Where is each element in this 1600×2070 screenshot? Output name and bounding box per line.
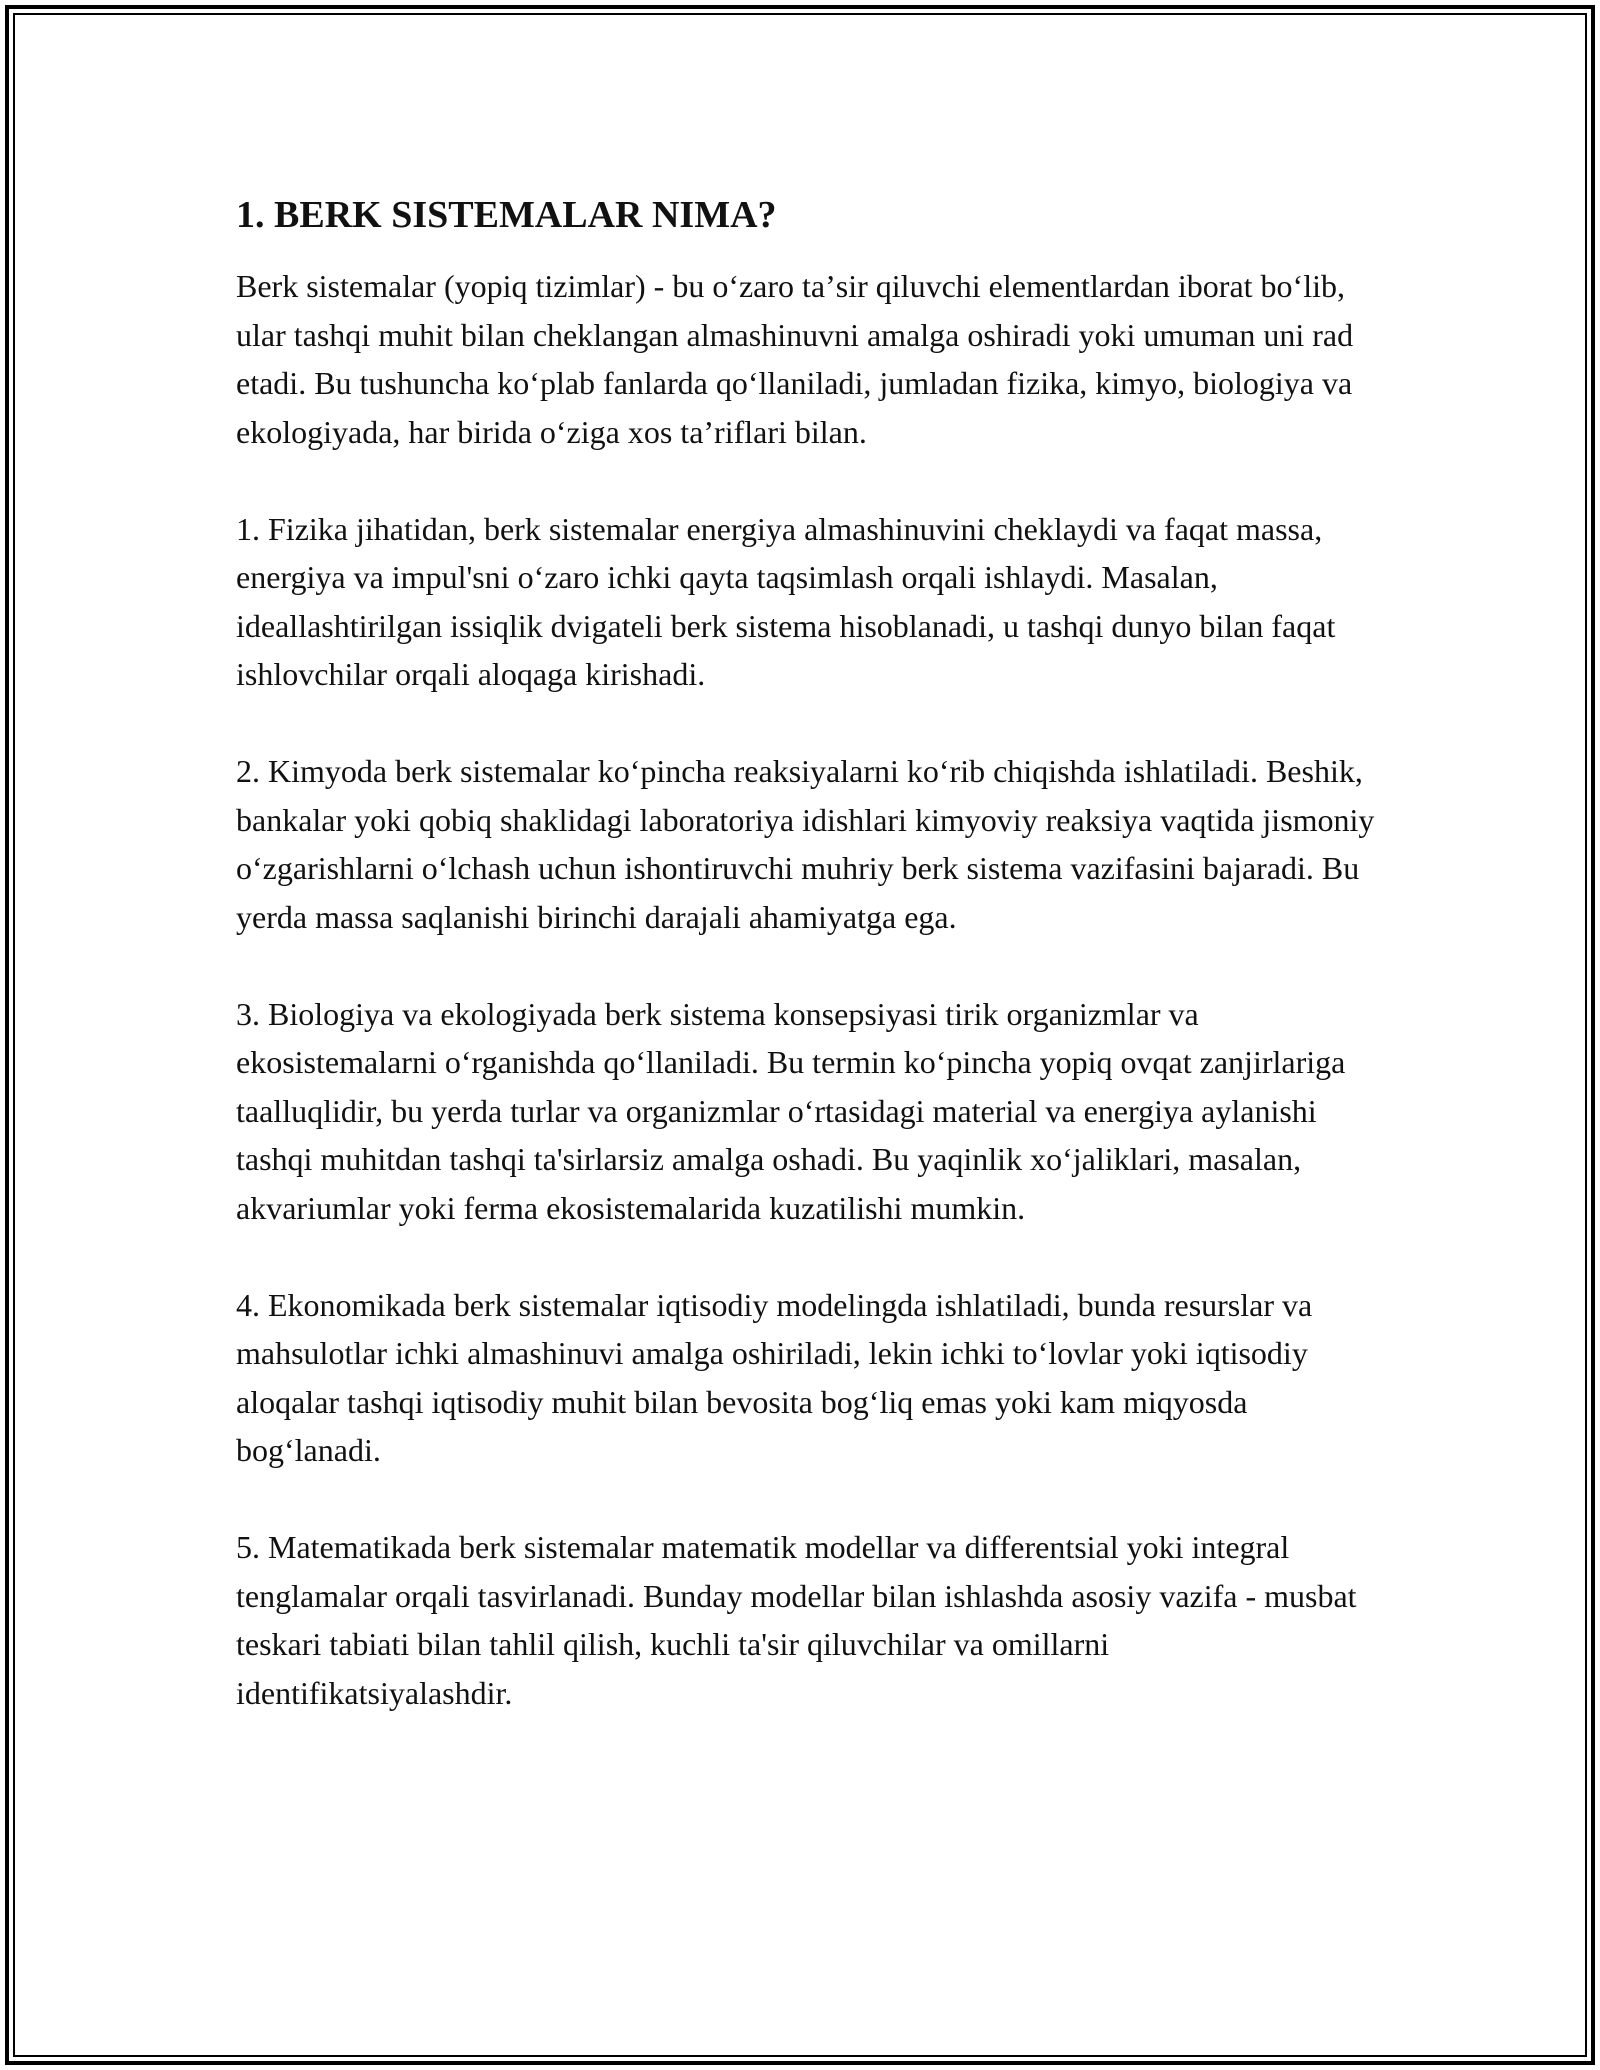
- document-body: [236, 186, 1376, 1717]
- list-item-economics: 4. Ekonomikada berk sistemalar iqtisodiy modelingda ishlatiladi, bunda resurslar va mahsulotlar ichki almashinuvi amalga oshiriladi, lekin ichki toʻlovlar yoki iqtisodiy aloqalar tashqi iqtisodiy muhit bilan bevosita bogʻliq emas yoki kam miqyosda bogʻlanadi.: [236, 1286, 1313, 1468]
- list-item-physics: 1. Fizika jihatidan, berk sistemalar energiya almashinuvini cheklaydi va faqat massa, energiya va impul'sni oʻzaro ichki qayta taqsimlash orqali ishlaydi. Masalan, ideallashtirilgan issiqlik dvigateli berk sistema hisoblanadi, u tashqi dunyo bilan faqat ishlovchilar orqali aloqaga kirishadi.: [236, 510, 1336, 692]
- list-item-mathematics: 5. Matematikada berk sistemalar matematik modellar va differentsial yoki integral tenglamalar orqali tasvirlanadi. Bunday modellar bilan ishlashda asosiy vazifa - musbat teskari tabiati bilan tahlil qilish, kuchli ta'sir qiluvchilar va omillarni identifikatsiyalashdir.: [236, 1529, 1357, 1711]
- document-heading: 1. BERK SISTEMALAR NIMA?: [236, 194, 777, 236]
- list-item-biology: 3. Biologiya va ekologiyada berk sistema konsepsiyasi tirik organizmlar va ekosistemalarni oʻrganishda qoʻllaniladi. Bu termin koʻpincha yopiq ovqat zanjirlariga taalluqlidir, bu yerda turlar va organizmlar oʻrtasidagi material va energiya aylanishi tashqi muhitdan tashqi ta'sirlarsiz amalga oshadi. Bu yaqinlik xoʻjaliklari, masalan, akvariumlar yoki ferma ekosistemalarida kuzatilishi mumkin.: [236, 995, 1346, 1226]
- list-item-chemistry: 2. Kimyoda berk sistemalar koʻpincha reaksiyalarni koʻrib chiqishda ishlatiladi. Beshik, bankalar yoki qobiq shaklidagi laboratoriya idishlari kimyoviy reaksiya vaqtida jismoniy oʻzgarishlarni oʻlchash uchun ishontiruvchi muhriy berk sistema vazifasini bajaradi. Bu yerda massa saqlanishi birinchi darajali ahamiyatga ega.: [236, 753, 1375, 935]
- intro-paragraph: Berk sistemalar (yopiq tizimlar) - bu oʻzaro taʼsir qiluvchi elementlardan iborat boʻlib, ular tashqi muhit bilan cheklangan almashinuvni amalga oshiradi yoki umuman uni rad etadi. Bu tushuncha koʻplab fanlarda qoʻllaniladi, jumladan fizika, kimyo, biologiya va ekologiyada, har birida oʻziga xos taʼriflari bilan.: [236, 268, 1354, 450]
